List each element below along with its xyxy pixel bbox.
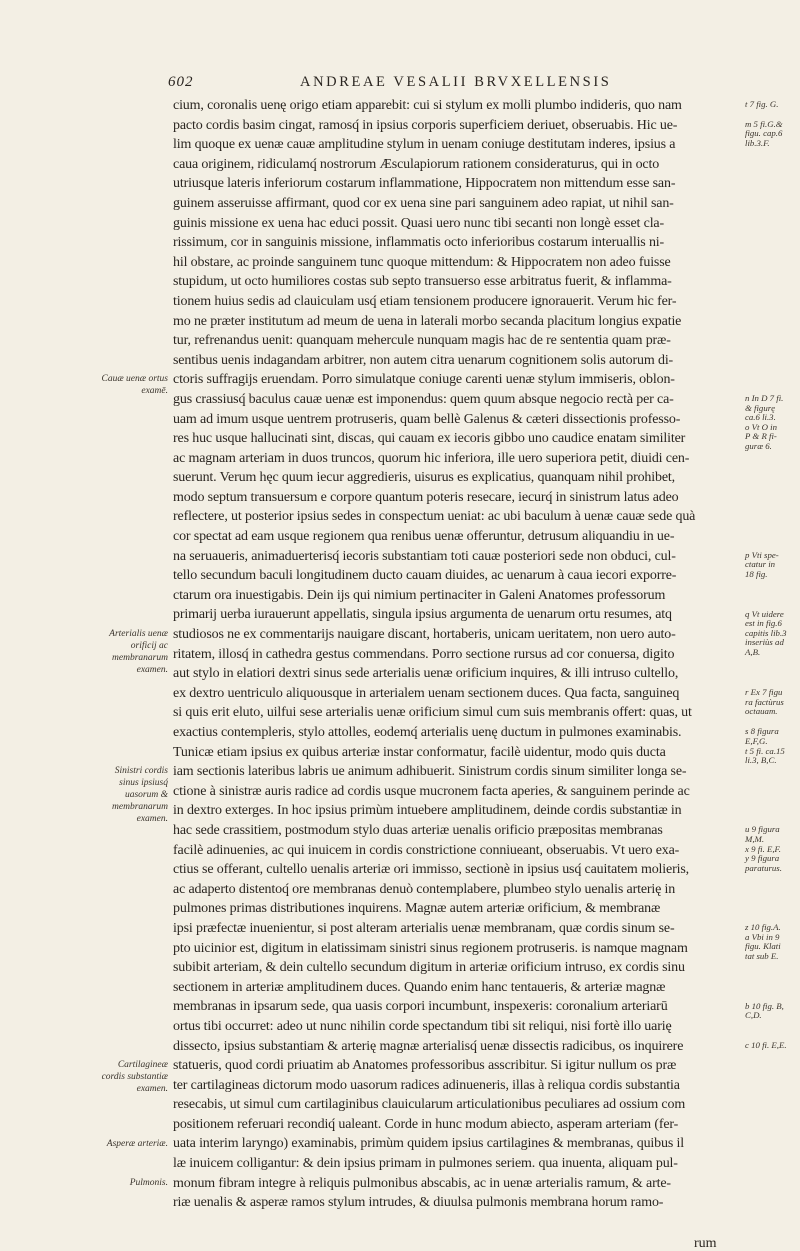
margin-note-right: [745, 923, 800, 961]
text-line: facilè adinuenies, ac qui inuicem in cordis constrictione conniueant, obseruabis. Vt uero exa-: [173, 842, 680, 858]
text-line: in dextro exterges. In hoc ipsius primùm intuebere amplitudinem, deinde cordis substantiæ in: [173, 803, 682, 819]
text-line: resecabis, ut simul cum cartilaginibus clauicularum articulationibus peculiares ad ossium com: [173, 1097, 686, 1113]
text-line: exactius contempleris, stylo attolles, eodemq́ arterialis uenę ductum in pulmones examinabis.: [173, 725, 682, 740]
margin-note-right-line: A,B.: [745, 646, 761, 657]
text-line: studiosos ne ex commentarijs nauigare discant, hortaberis, unicam ueritatem, non uero auto-: [173, 627, 676, 643]
margin-note-right-line: 18 fig.: [745, 568, 768, 579]
margin-note-right: [745, 825, 800, 844]
text-line: stupidum, ut octo humiliores costas sub septo transuerso esse arbitratus fuerit, & inflamma-: [173, 274, 672, 290]
margin-note-right-line: c 10 fi. E,E.: [745, 1039, 787, 1050]
text-line: ac magnam arteriam in duos truncos, quorum hic inferiora, ille uero superiora petit, diuidi cen-: [173, 450, 690, 466]
margin-note-right: [745, 727, 800, 746]
text-line: guinem asseruisse affirmant, quod cor ex uena sine pari sanguinem adeo rapiat, ut nihil san-: [173, 195, 674, 211]
text-line: ortus tibi occurret: adeo ut nunc nihilin corde spectandum tibi sit reliqui, nisi fortè illo uarię: [173, 1018, 672, 1034]
margin-note-right: [745, 120, 800, 149]
margin-note-right-line: tat sub E.: [745, 950, 779, 961]
text-line: tello secundum baculi longitudinem ducto cauam diuides, ac uenarum à caua iecori exporre-: [173, 568, 677, 584]
text-line: læ inuicem colligantur: & dein ipsius primam in pulmones seriem. qua inuenta, aliquam pul-: [173, 1156, 678, 1172]
text-line: cium, coronalis uenę origo etiam apparebit: cui si stylum ex molli plumbo indideris, quo nam: [173, 98, 682, 113]
margin-note-right-line: y 9 figura: [745, 853, 780, 864]
margin-note-right: [745, 394, 800, 451]
text-line: membranas in ipsarum sede, qua uasis corpori incumbunt, inspexeris: coronalium arteriarū: [173, 999, 668, 1015]
text-line: na seruaueris, animaduerterisq́ iecoris substantiam toti cauæ posteriori sede non obduci, cul-: [173, 548, 676, 564]
margin-note-left: Asperæ arteriæ.: [106, 1138, 168, 1149]
margin-note-right-line: guræ 6.: [745, 440, 772, 451]
text-line: monum fibram integre à reliquis pulmonibus abscabis, ac in uenæ arterialis ramum, & arte-: [173, 1175, 671, 1191]
text-line: utriusque lateris inferiorum costarum inflammatione, Hippocratem non mittendum esse san-: [173, 176, 676, 192]
margin-note-right-line: q Vt uidere: [745, 608, 784, 619]
text-line: ritatem, illosq́ in cathedra gestus commendans. Porro sectione rursus ad cor conuersa, digito: [173, 646, 675, 662]
running-head: ANDREAE VESALII BRVXELLENSIS: [300, 74, 612, 90]
margin-note-right-line: M,M.: [745, 833, 765, 844]
margin-note-right: [745, 551, 800, 580]
text-line: primarij uerba iurauerunt appellatis, singula ipsius argumenta de uenarum ortu resumes, atq: [173, 607, 672, 623]
text-line: ac adaperto distentoq́ ore membranas denuò contemplabere, plumbeo stylo uenalis arterię in: [173, 881, 676, 897]
margin-note-right-line: capitis lib.3: [745, 627, 787, 638]
margin-note-right-line: & figurę: [745, 402, 776, 413]
margin-note-right-line: E,F,G.: [745, 735, 768, 746]
margin-note-right-line: p Vti spe-: [745, 549, 779, 560]
margin-note-right: [745, 845, 800, 874]
margin-note-right: [745, 100, 800, 110]
margin-note-left: Arterialis uenæ orificij ac membranarum examen.: [109, 629, 168, 676]
margin-note-right-line: a Vbi in 9: [745, 931, 780, 942]
margin-note-right-line: lib.3.F.: [745, 137, 770, 148]
margin-note-right-line: ca.6 li.3.: [745, 412, 776, 422]
margin-note-left: Sinistri cordis sinus ipsiusq́ uasorum & membranarum examen.: [112, 766, 168, 825]
text-line: mo ne præter institutum ad meum de uena in laterali morbo secanda placitum longius expatie: [173, 313, 682, 329]
margin-note-right-line: ra factùrus: [745, 696, 784, 707]
margin-note-right-line: figu. cap.6: [745, 128, 783, 139]
text-line: ex dextro uentriculo aliquousque in arterialem uenam sectionem duces. Qua facta, sanguineq: [173, 685, 680, 701]
main-text-block: [173, 96, 733, 1213]
margin-note-left: Pulmonis.: [129, 1178, 168, 1188]
margin-note-right-line: octauam.: [745, 706, 778, 716]
text-line: sectionem in arteriæ amplitudinem duces. Quando enim hanc tentaueris, & arteriæ magnæ: [173, 979, 666, 995]
text-line: cor spectat ad eam usque regionem qua renibus uenæ offeruntur, detrusum aliquandiu in ue-: [173, 529, 675, 545]
margin-note-right-line: ctatur in: [745, 559, 776, 570]
text-line: guinis missione ex uena hac educi possit. Quasi uero nunc tibi secanti non longè esset cla-: [173, 215, 665, 231]
page-header: [0, 74, 800, 96]
text-line: rissimum, cor in sanguinis missione, inflammatis octo inferioribus costarum interuallis ni-: [173, 235, 665, 251]
text-line: statueris, quod cordi priuatim ab Anatomes professoribus asscribitur. Si igitur nullum os præ: [173, 1058, 677, 1074]
margin-note-right-line: n In D 7 fi.: [745, 393, 784, 403]
margin-note-right-line: o Vt O in: [745, 421, 778, 432]
margin-note-right-line: est in fig.6: [745, 618, 782, 629]
margin-note-right-line: x 9 fi. E,F.: [745, 843, 781, 854]
text-line: pacto cordis basim cingat, ramosq́ in ipsius corporis superficiem deriuet, obseruabis. Hic ue-: [173, 117, 678, 133]
margin-note-right-line: r Ex 7 figu: [745, 687, 783, 697]
margin-note-right-line: paraturus.: [745, 862, 782, 873]
text-line: lim quoque ex uenæ cauæ amplitudine stylum in uenam coniuge destitutam inderes, ipsius a: [173, 137, 676, 153]
text-line: ctius se offerant, cultello uenalis arteriæ ori immisso, sectionè in ipsius usq́ cauitatem molieris,: [173, 862, 690, 878]
margin-note-right-line: z 10 fig.A.: [745, 922, 781, 933]
margin-note-right-line: t 7 fig. G.: [745, 99, 779, 109]
text-line: subibit arteriam, & dein cultello secundum digitum in arteriæ orificium intruso, ex cordis sinu: [173, 960, 685, 976]
margin-note-right-line: m 5 fi.G.&: [745, 118, 783, 129]
text-line: suerunt. Verum hęc quum iecur aggredieris, uisurus es explicatius, quanquam nihil prohibet,: [173, 470, 676, 486]
margin-note-right-line: s 8 figura: [745, 726, 779, 737]
margin-note-left: Cartilagineæ cordis substantiæ examen.: [101, 1060, 168, 1095]
margin-note-right-line: P & R fi-: [745, 431, 777, 441]
margin-note-right-line: u 9 figura: [745, 824, 780, 835]
text-line: caua originem, ridiculamq́ nostrorum Æsculapiorum rationem consideraturus, qui in octo: [173, 156, 660, 172]
text-line: tionem huius sedis ad clauiculam usq́ etiam tensionem producere ignorauerit. Verum hic fer-: [173, 293, 677, 309]
text-line: ctoris suffragijs eruendam. Porro simulatque coniuge carenti uenæ stylum immiseris, oblon-: [173, 372, 675, 388]
text-line: tur, refrenandus uenit: quanquam mehercule nunquam magis hac de re sententia quam præ-: [173, 333, 671, 349]
text-line: positionem referuari recondiq́ ualeant. Corde in hunc modum abiecto, asperam arteriam (fer-: [173, 1116, 679, 1132]
text-line: uata interim laryngo) examinabis, primùm quidem ipsius cartilagines & membranas, quibus il: [173, 1136, 685, 1152]
text-line: aut stylo in elatiori dextri sinus sede arterialis uenæ orificium inquires, & illi intruso cultello,: [173, 666, 679, 682]
margin-note-right-line: t 5 fi. ca.15: [745, 745, 785, 756]
margin-note-right: [745, 688, 800, 717]
text-line: modo septum transuersum e corpore quantum poteris resecare, iecurq́ in sinistrum latus adeo: [173, 489, 679, 505]
margin-note-right: [745, 747, 800, 766]
margin-note-right-line: li.3, B,C.: [745, 755, 777, 766]
margin-note-right-line: b 10 fig. B,: [745, 1000, 784, 1011]
text-line: res huc usque hallucinati sint, discas, qui cauam ex iecoris gibbo uno caudice enatam similiter: [173, 431, 686, 447]
margin-note-right-line: inseriùs ad: [745, 637, 784, 648]
text-line: si quis erit eluto, uilfui sese arterialis uenæ orificium simul cum suis membranis offert: quas, ut: [173, 705, 692, 721]
text-line: gus crassiusq́ baculus cauæ uenæ est imponendus: quem quum absque negocio rectà per ca-: [173, 391, 674, 407]
text-line: riæ uenalis & asperæ ramos stylum intrudes, & diuulsa pulmonis membrana horum ramo-: [173, 1195, 664, 1211]
text-line: uam ad imum usque uentrem protruseris, quam bellè Galenus & cæteri dissectionis professo-: [173, 411, 681, 427]
text-line: pulmones primas distributiones inquirens. Magnæ autem arteriæ orificium, & membranæ: [173, 901, 661, 917]
text-line: ipsi præfectæ inuenientur, si post alteram arterialis uenæ membranam, quæ cordis sinum se-: [173, 920, 675, 936]
margin-note-left: Cauæ uenæ ortus examē.: [101, 374, 168, 397]
text-line: dissecto, ipsius substantiam & arterię magnæ arterialisq́ uenæ dissectis radicibus, os inquirere: [173, 1038, 684, 1054]
margin-note-right-line: C,D.: [745, 1010, 762, 1021]
margin-note-right-line: figu. Klati: [745, 941, 781, 952]
text-line: iam sectionis lateribus labris ue animum adhibuerit. Sinistrum cordis sinum similiter longa se-: [173, 764, 687, 780]
text-line: hac sede crassitiem, postmodum stylo duas arteriæ uenalis orificio præpositas membranas: [173, 822, 663, 838]
text-line: Tunicæ etiam ipsius ex quibus arteriæ instar conformatur, facilè uidentur, modo quis ducta: [173, 744, 666, 760]
text-line: hil obstare, ac proinde sanguinem tunc quoque mittendum: & Hippocratem non adeo fuisse: [173, 254, 671, 270]
text-line: ter cartilagineas dictorum modo uasorum radices adinueneris, illas à reliqua cordis substantia: [173, 1077, 680, 1093]
margin-note-right: [745, 610, 800, 658]
margin-note-right: [745, 1041, 800, 1051]
text-line: ctarum ora inuestigabis. Dein ijs qui nimium pertinaciter in Galeni Anatomes professorum: [173, 587, 666, 603]
text-line: ctione à sinistræ auris radice ad cordis usque mucronem facta aperies, & sanguinem perinde ac: [173, 783, 690, 799]
catchword: rum: [694, 1236, 717, 1251]
text-line: reflectere, ut posterior ipsius sedes in conspectum ueniat: ac ubi baculum à uenæ cauæ sede quà: [173, 509, 696, 525]
text-line: sentibus uenis indagandam arbitrer, non autem citra uenarum cognitionem solis autorum di-: [173, 352, 674, 368]
page-number: 602: [168, 74, 194, 90]
margin-note-right: [745, 1002, 800, 1021]
text-line: pto uicinior est, digitum in elatissimam sinistri sinus regionem protruseris. is namque magnam: [173, 940, 688, 956]
